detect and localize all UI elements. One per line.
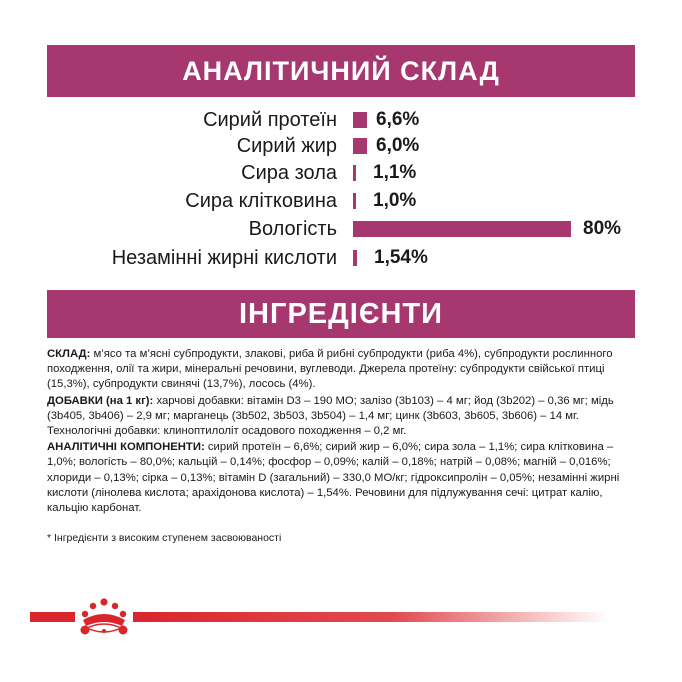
nutrient-row-essential-fatty-acids	[0, 245, 682, 271]
brand-stripe-right	[130, 612, 610, 622]
components-text: сирий протеїн – 6,6%; сирий жир – 6,0%; сира зола – 1,1%; сира клітковина – 1,0%; вологість – 80,0%; кальцій – 0,14%; фосфор – 0,09%; калій – 0,18%; натрій – 0,08%; магній – 0,016%; хлориди – 0,13%; сірка – 0,13%; вітамін D (загальний) – 330,0 МО/кг; гідроксипролін – 0,05%; незамінні жирні кислоти (лінолева кислота; арахідонова кислота) – 1,54%. Речовини для підлужування сечі: цитрат калію, кальцію карбонат.	[47, 441, 620, 515]
nutrient-bar	[353, 193, 356, 209]
nutrient-label: Сира клітковина	[185, 190, 337, 212]
nutrient-row-fibre	[0, 188, 682, 214]
nutrient-label: Незамінні жирні кислоти	[111, 247, 337, 269]
nutrient-label: Сирий протеїн	[203, 109, 337, 131]
nutrient-bar	[353, 112, 367, 128]
components-label: АНАЛІТИЧНІ КОМПОНЕНТИ:	[47, 441, 205, 454]
ingredients-title: ІНГРЕДІЄНТИ	[239, 297, 443, 330]
nutrient-value: 1,0%	[373, 190, 417, 211]
crown-logo-icon	[75, 592, 133, 638]
composition-text: м’ясо та м’ясні субпродукти, злакові, риба й рибні субпродукти (риба 4%), субпродукти рослинного походження, олії та жири, мінеральні речовини, вуглеводи. Джерела протеїну: субпродукти свійської птиці (15,3%), субпродукти свинячі (13,7%), лосось (4%).	[47, 348, 613, 391]
nutrient-row-protein	[0, 107, 682, 133]
analytical-composition-title: АНАЛІТИЧНИЙ СКЛАД	[182, 55, 500, 86]
nutrient-bar	[353, 138, 367, 154]
nutrient-value: 6,6%	[376, 109, 420, 130]
nutrient-label: Сира зола	[241, 162, 337, 184]
footnote: * Інгредієнти з високим ступенем засвоюваності	[47, 532, 282, 544]
nutrient-row-ash	[0, 160, 682, 186]
nutrient-label: Вологість	[248, 218, 337, 240]
additives-paragraph	[47, 394, 637, 440]
additives-text: харчові добавки: вітамін D3 – 190 МО; залізо (3b103) – 4 мг; йод (3b202) – 0,36 мг; мідь (3b405, 3b406) – 2,9 мг; марганець (3b502, 3b503, 3b504) – 1,4 мг; цинк (3b603, 3b605, 3b606) – 14 мг. Технологічні добавки: клиноптилоліт осадового походження – 0,2 мг.	[47, 394, 614, 438]
composition-label: СКЛАД:	[47, 348, 91, 360]
brand-stripe-left	[30, 612, 77, 622]
nutrient-label: Сирий жир	[236, 135, 337, 157]
components-paragraph	[47, 440, 637, 516]
nutrient-value: 1,1%	[373, 162, 417, 183]
additives-label: ДОБАВКИ (на 1 кг):	[47, 394, 154, 407]
ingredients-banner	[47, 290, 635, 338]
nutrient-bar	[353, 250, 357, 266]
nutrient-row-fat	[0, 133, 682, 159]
nutrient-bar	[353, 165, 356, 181]
composition-paragraph	[47, 347, 637, 393]
ingredients-text	[47, 347, 637, 517]
analytical-composition-banner	[47, 45, 635, 97]
nutrient-row-moisture	[0, 216, 682, 242]
nutrient-value: 1,54%	[374, 247, 428, 268]
nutrient-value: 6,0%	[376, 135, 420, 156]
nutrient-bar	[353, 221, 571, 237]
nutrient-value: 80%	[583, 218, 622, 239]
